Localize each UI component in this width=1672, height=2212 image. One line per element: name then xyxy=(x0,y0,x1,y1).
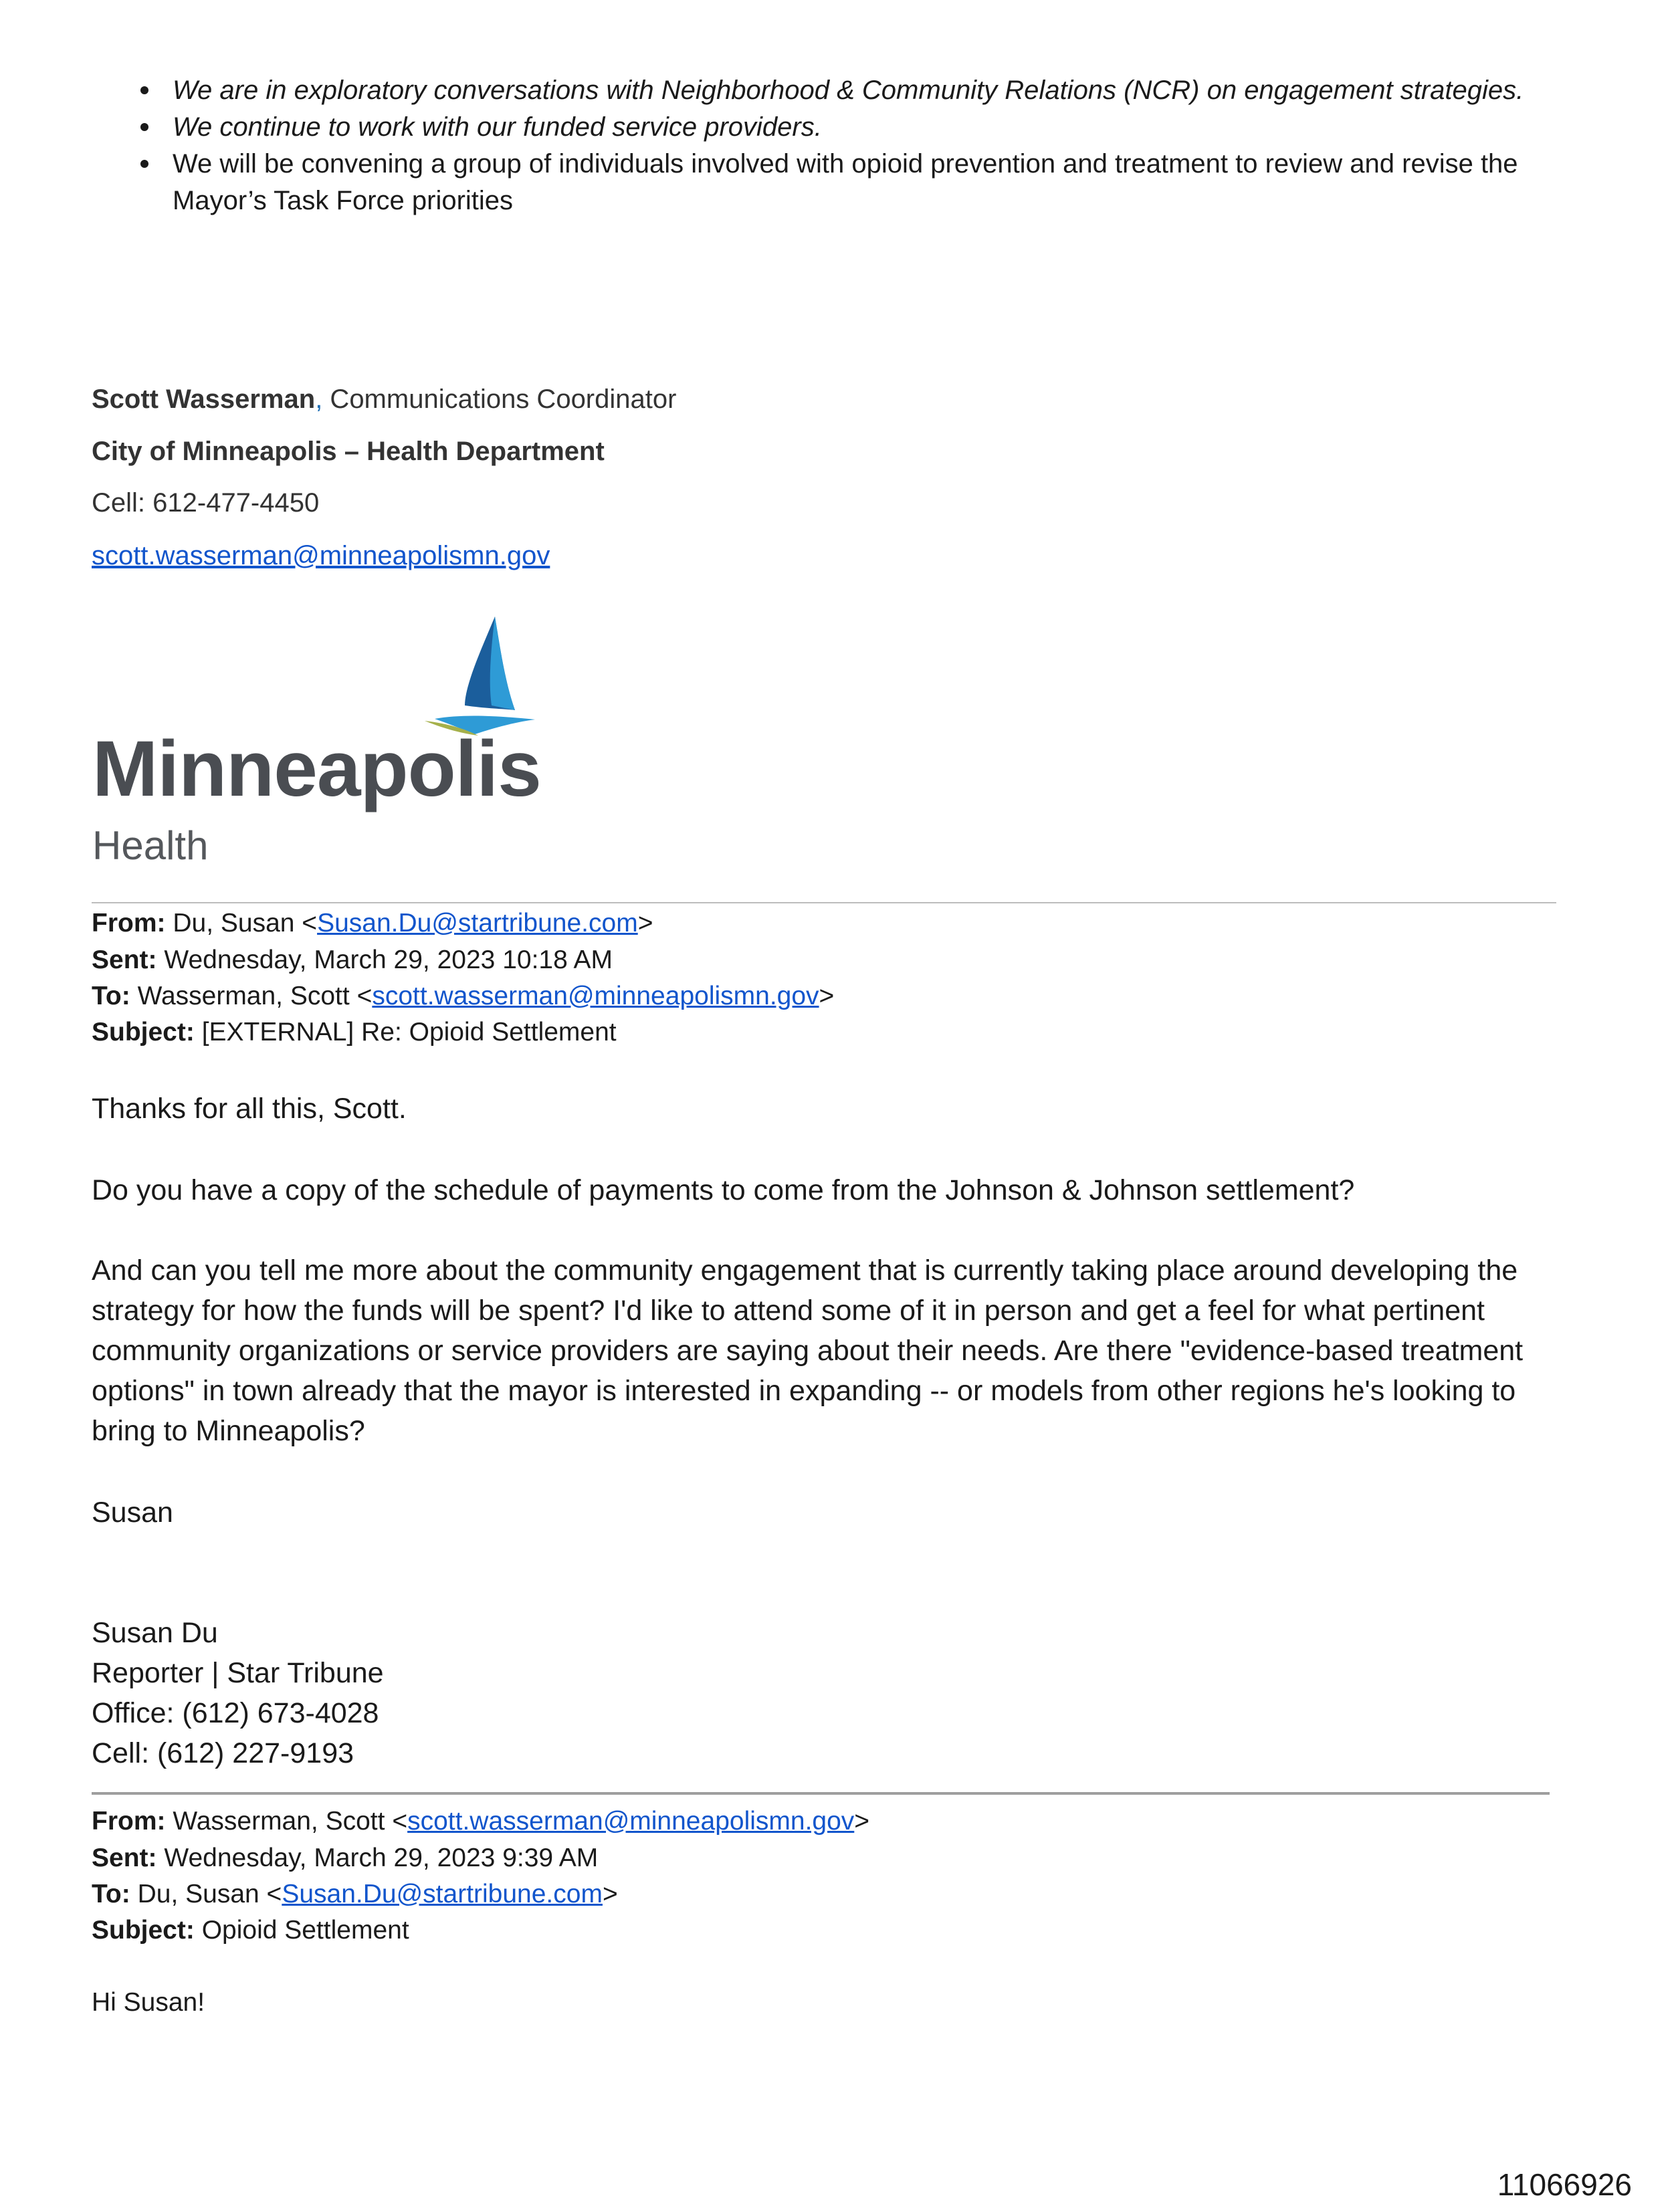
signature-org-text: City of Minneapolis – Health Department xyxy=(92,437,605,466)
from-email-link[interactable]: Susan.Du@startribune.com xyxy=(317,909,638,937)
to-label: To: xyxy=(92,982,130,1010)
bullet-item xyxy=(100,146,1572,219)
email2-sent xyxy=(92,1840,598,1876)
to-label: To: xyxy=(92,1880,130,1908)
sent-label: Sent: xyxy=(92,1844,157,1872)
sent-label: Sent: xyxy=(92,946,157,974)
subject-value: Opioid Settlement xyxy=(194,1916,409,1945)
signature-email-line xyxy=(92,539,550,572)
divider xyxy=(92,1792,1550,1795)
signature-comma: , xyxy=(315,384,323,414)
email1-to xyxy=(92,978,834,1014)
page-id: 11066926 xyxy=(1497,2167,1632,2202)
email1-sig-line: Office: (612) 673-4028 xyxy=(92,1697,379,1729)
to-email-link[interactable]: scott.wasserman@minneapolismn.gov xyxy=(372,982,819,1010)
email1-signoff: Susan xyxy=(92,1497,173,1529)
email1-body-line: Thanks for all this, Scott. xyxy=(92,1093,407,1125)
email1-body-paragraph: And can you tell me more about the community engagement that is currently taking place around developing the strategy for how the funds will be spent? I'd like to attend some of it in person and get a feel for what pertinent community organizations or service providers are saying about their needs. Are there "evidence-based treatment options" in town already that the mayor is interested in expanding -- or models from other regions he's looking to bring to Minneapolis? xyxy=(92,1254,1524,1447)
signature-name: Scott Wasserman xyxy=(92,384,316,414)
from-close: > xyxy=(637,909,653,937)
signature-org xyxy=(92,435,605,468)
subject-label: Subject: xyxy=(92,1018,195,1046)
to-close: > xyxy=(602,1880,618,1908)
bullet-dot-icon xyxy=(140,123,148,131)
bullet-list xyxy=(100,72,1572,219)
email1-subject xyxy=(92,1014,617,1050)
signature-cell: Cell: 612-477-4450 xyxy=(92,488,320,518)
to-name: Du, Susan < xyxy=(130,1880,282,1908)
bullet-dot-icon xyxy=(140,160,148,168)
email2-to xyxy=(92,1876,618,1912)
signature-title: Communications Coordinator xyxy=(322,384,677,414)
email1-sig-line: Reporter | Star Tribune xyxy=(92,1657,384,1689)
email1-from xyxy=(92,905,653,942)
to-email-link[interactable]: Susan.Du@startribune.com xyxy=(282,1880,603,1908)
bullet-item xyxy=(100,109,1572,146)
from-email-link[interactable]: scott.wasserman@minneapolismn.gov xyxy=(407,1807,855,1836)
email1-body-line: Do you have a copy of the schedule of payments to come from the Johnson & Johnson settlement? xyxy=(92,1174,1355,1206)
email2-from xyxy=(92,1803,869,1840)
from-close: > xyxy=(854,1807,870,1836)
signature-name-line xyxy=(92,382,676,416)
logo-subtitle: Health xyxy=(92,823,209,868)
logo-wordmark: Minneapolis xyxy=(92,725,541,813)
sent-value: Wednesday, March 29, 2023 9:39 AM xyxy=(156,1844,599,1872)
bullet-item xyxy=(100,72,1572,109)
sent-value: Wednesday, March 29, 2023 10:18 AM xyxy=(156,946,613,974)
bullet-dot-icon xyxy=(140,86,148,94)
sailboat-icon xyxy=(87,609,542,736)
from-name: Du, Susan < xyxy=(165,909,318,937)
from-name: Wasserman, Scott < xyxy=(165,1807,408,1836)
to-name: Wasserman, Scott < xyxy=(130,982,373,1010)
email1-sig-line: Susan Du xyxy=(92,1617,218,1649)
to-close: > xyxy=(819,982,835,1010)
from-label: From: xyxy=(92,909,166,937)
from-label: From: xyxy=(92,1807,166,1836)
minneapolis-health-logo xyxy=(87,609,542,869)
email1-sent xyxy=(92,942,613,978)
email2-subject xyxy=(92,1912,409,1949)
signature-email-link[interactable]: scott.wasserman@minneapolismn.gov xyxy=(92,541,550,570)
subject-label: Subject: xyxy=(92,1916,195,1945)
bullet-text: We are in exploratory conversations with Neighborhood & Community Relations (NCR) on engagement strategies. xyxy=(173,76,1524,105)
bullet-text: We will be convening a group of individuals involved with opioid prevention and treatment to review and revise the Mayor’s Task Force priorities xyxy=(173,149,1518,215)
email2-greeting: Hi Susan! xyxy=(92,1988,205,2017)
bullet-text: We continue to work with our funded service providers. xyxy=(173,112,822,142)
divider xyxy=(92,902,1556,903)
subject-value: [EXTERNAL] Re: Opioid Settlement xyxy=(194,1018,617,1046)
email1-sig-line: Cell: (612) 227-9193 xyxy=(92,1737,354,1769)
